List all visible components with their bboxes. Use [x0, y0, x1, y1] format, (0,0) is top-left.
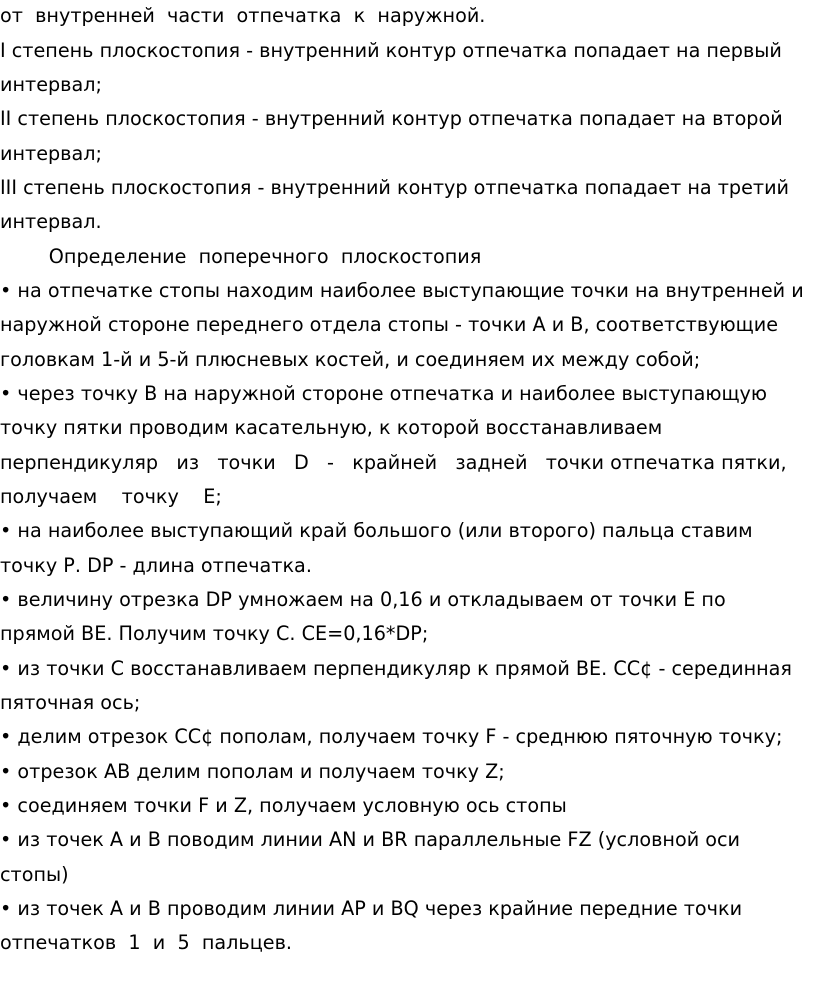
- list-item: • отрезок АВ делим пополам и получаем точку Z;: [0, 760, 505, 783]
- section-heading: Определение поперечного плоскостопия: [0, 245, 482, 268]
- text-line: головкам 1-й и 5-й плюсневых костей, и соединяем их между собой;: [0, 348, 701, 371]
- text-line: точку пятки проводим касательную, к которой восстанавливаем: [0, 416, 663, 439]
- text-line: наружной стороне переднего отдела стопы - точки А и В, соответствующие: [0, 313, 779, 336]
- list-item: • из точек А и В поводим линии AN и BR параллельные FZ (условной оси: [0, 828, 741, 851]
- text-line: интервал.: [0, 210, 102, 233]
- list-item: • на наиболее выступающий край большого (или второго) пальца ставим: [0, 519, 753, 542]
- text-line: пяточная ось;: [0, 691, 141, 714]
- text-line: интервал;: [0, 142, 102, 165]
- text-line: III степень плоскостопия - внутренний контур отпечатка попадает на третий: [0, 176, 790, 199]
- text-line: отпечатков 1 и 5 пальцев.: [0, 931, 293, 954]
- text-line: прямой ВЕ. Получим точку С. СЕ=0,16*DP;: [0, 622, 429, 645]
- text-line: получаем точку Е;: [0, 485, 222, 508]
- text-line: перпендикуляр из точки D - крайней задней точки отпечатка пятки,: [0, 451, 787, 474]
- list-item: • делим отрезок СС¢ пополам, получаем точку F - среднюю пяточную точку;: [0, 725, 783, 748]
- list-item: • соединяем точки F и Z, получаем условную ось стопы: [0, 794, 567, 817]
- text-line: точку Р. DP - длина отпечатка.: [0, 554, 312, 577]
- list-item: • величину отрезка DP умножаем на 0,16 и откладываем от точки Е по: [0, 588, 726, 611]
- text-line: интервал;: [0, 73, 102, 96]
- text-line: I степень плоскостопия - внутренний контур отпечатка попадает на первый: [0, 39, 782, 62]
- text-line: стопы): [0, 863, 69, 886]
- text-line: II степень плоскостопия - внутренний контур отпечатка попадает на второй: [0, 107, 783, 130]
- list-item: • из точек А и В проводим линии АР и BQ через крайние передние точки: [0, 897, 743, 920]
- list-item: • через точку В на наружной стороне отпечатка и наиболее выступающую: [0, 382, 768, 405]
- text-line: от внутренней части отпечатка к наружной.: [0, 4, 486, 27]
- list-item: • из точки С восстанавливаем перпендикуляр к прямой ВЕ. СС¢ - серединная: [0, 657, 792, 680]
- list-item: • на отпечатке стопы находим наиболее выступающие точки на внутренней и: [0, 279, 804, 302]
